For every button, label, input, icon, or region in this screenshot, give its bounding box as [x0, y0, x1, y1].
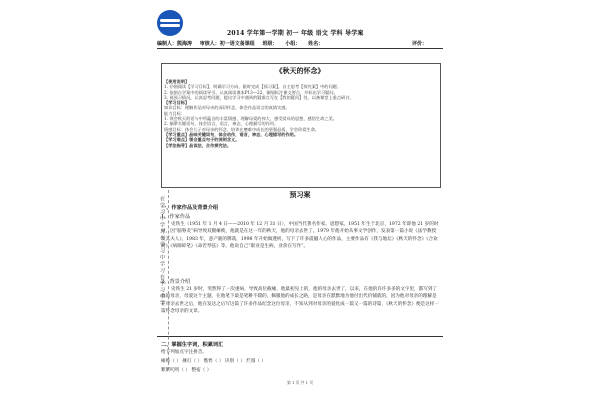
class-label: 班级：	[262, 41, 278, 47]
header-divider	[157, 48, 443, 49]
lesson-title: 《秋天的怀念》	[275, 66, 325, 75]
vocab-row-1: 瘫痪（ ） 捶打（ ） 憔悴（ ） 诀别（ ） 烂漫（ ）	[161, 359, 267, 364]
objective-line: 【学习重点】品味关键词句，体会动作，语言，神态，心理描写的作用。	[164, 131, 299, 137]
section1-sub1: 1、作家作品	[161, 214, 191, 220]
document-page	[157, 10, 443, 396]
objective-line: 3. 视预习情况，认真思考问题，提出学习中遇到的疑难点写在【我的疑问】处，以备课堂上重点研讨。	[164, 94, 354, 100]
group-label: 小组：	[285, 41, 301, 47]
name-label: 姓名：	[308, 41, 324, 47]
objective-line: 1. 领会秋天的话与中所蕴含的丰富情感，理解母爱的伟大，感受爱母的思想，感悟生命之美。	[164, 116, 337, 122]
page-title: 2014 学年第一学期 初一 年级 语文 学科 导学案	[227, 30, 364, 37]
objective-line: 【学习难点】领会重点句子的深刻含义。	[164, 137, 240, 143]
objective-line: 【学习目标】	[164, 100, 190, 106]
objective-line: 情感目标：体会儿子对母亲的怀念，培养在磨难中成长的坚强品质，学会珍爱生命。	[164, 126, 319, 132]
page-footer: 第 1 页 共 1 页	[286, 380, 314, 385]
objective-line: 【使用说明】	[164, 79, 190, 84]
objective-line: 2. 揣摩关键语句，体会语言，语言，神态，心理描写的作用。	[164, 121, 279, 127]
background-paragraph: 史铁生 21 岁时，突然得了一次重病，导致高位截瘫，他最初见上的，他的母亲去世了，以来，在他的许许多多的文字里，都写到了他的母亲，母爱这个主题，在他笔下最是笔耕不辍的，佩服他的成长之路，是母亲在默默地为他付出代价铺就的，因为他对母亲的理解是在母亲去世之后，他在发达之后写这篇了许多作品纪念这位母亲，不知从到对母亲的爱化成一篇又一篇的诗篇，《秋天的怀念》便是这样一篇怀念母亲的文章。	[161, 287, 439, 315]
objective-line: 【学法指导】品读法，合作探究法。	[164, 142, 232, 148]
vocab-row-2: 絮絮叨叨（ ） 整宿（ ）	[161, 368, 212, 373]
section1-title: 一、作家作品及背景介绍	[161, 205, 219, 211]
objective-line: 知识目标：理解作品对母亲的深切怀念，体会作品语言的真情实感。	[164, 105, 290, 111]
reviewer-label: 审核人：初一语文备课组	[199, 41, 255, 47]
school-logo	[157, 10, 183, 36]
section1-sub2: 2、背景介绍	[161, 279, 191, 285]
binding-line	[168, 190, 169, 370]
author-paragraph: 史铁生（1951 年 1 月 4 日——2010 年 12 月 31 日），中国当代著名作家，思想家。1951 年生于北京，1972 年即他 21 岁的时候，因“脑脊炎”病导致双腿瘫痪，他就是在这一年的秋天，他的母亲去世了。1979 年他开始从事文学创作，发表第一篇小说《法学教授及其夫人》，1983 年，意产鹿的牌栽，1998 年开始做透析，写下了许多震撼人心的作品，主要作品有《我与地坛》《秋天的怀念》《合欢树》《病隙碎笔》《命若琴弦》等，他说自己“职业是生病，业余在写作”。	[161, 222, 439, 250]
section2-intro: 给下列加点字注拼音。	[161, 350, 207, 355]
objectives-text	[164, 79, 436, 148]
score-label: 评价：	[411, 41, 427, 47]
objective-line: 能力目标：	[164, 110, 185, 116]
objective-line: 1. 仔细阅读【学习目标】，明确学习方向，限时完成【预习案】，自主思考【探究案】中的问题。	[164, 84, 342, 90]
meta-line	[157, 40, 443, 47]
section-divider	[157, 336, 443, 337]
side-vertical-text: 在学习中学习在学习中学习在学习中学	[159, 196, 165, 307]
section2-title: 二、掌握生字词，积累词汇	[161, 342, 224, 348]
objective-line: 2. 依据自学案中的阅读导引，认真阅读课本P13—22，圈划标注课文要点，并标出学习疑问。	[164, 89, 338, 95]
preview-title: 预习案	[289, 190, 311, 199]
author-label: 编制人：熊海涛	[157, 41, 193, 47]
